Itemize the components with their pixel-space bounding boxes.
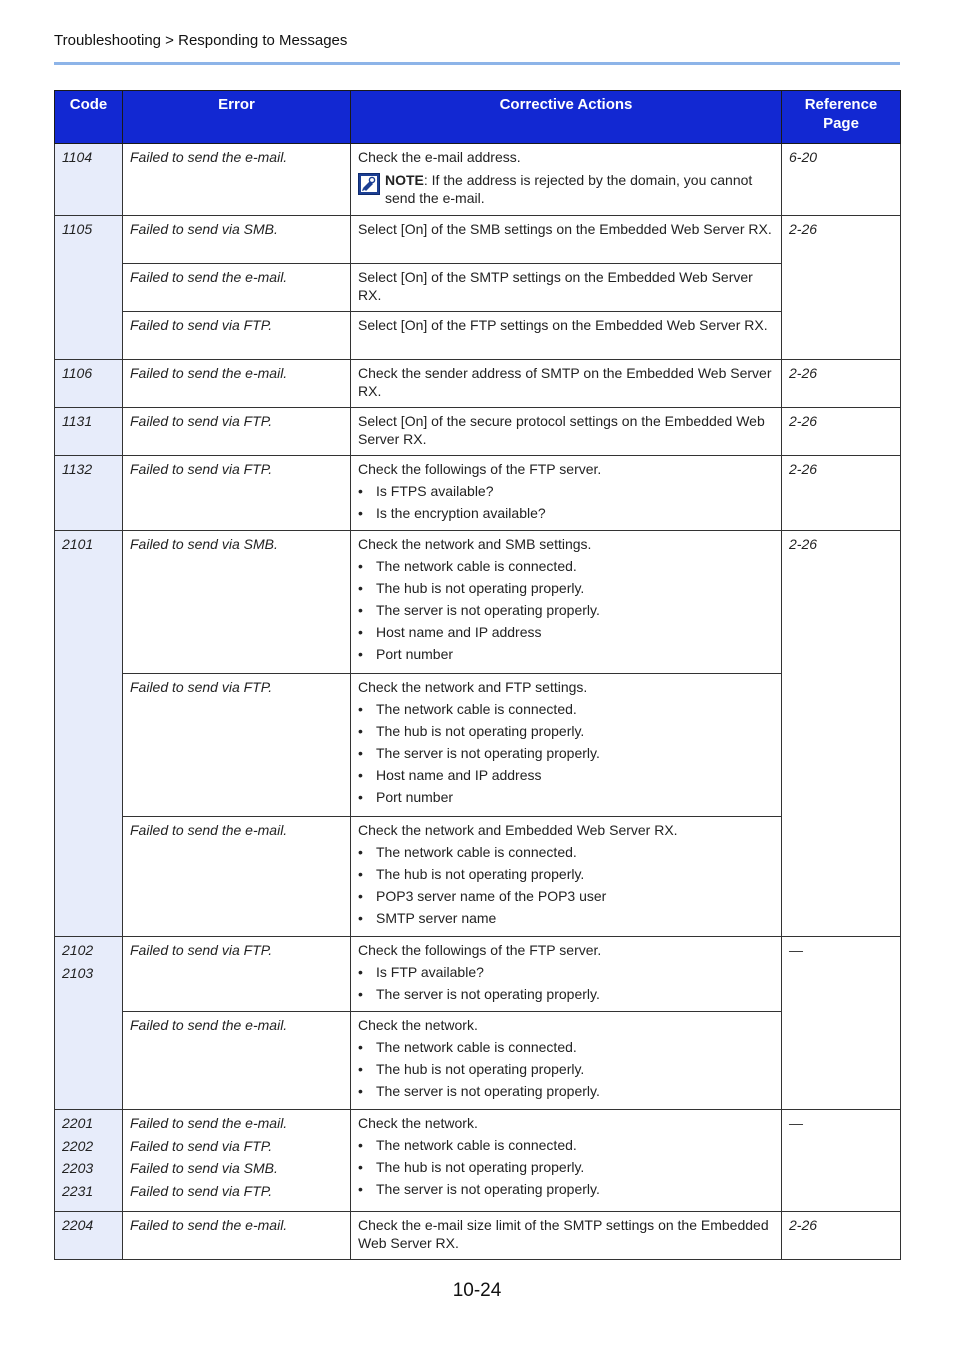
- reference-page: 6-20: [782, 144, 901, 216]
- table-header-row: [55, 91, 901, 144]
- column-header-code: Code: [55, 91, 123, 144]
- list-item: • Port number: [358, 788, 774, 806]
- corrective-action: [351, 264, 782, 312]
- reference-page: 2-26: [782, 360, 901, 408]
- note-text: [385, 171, 774, 207]
- error-message: Failed to send via FTP.: [123, 408, 351, 456]
- corrective-action: [351, 408, 782, 456]
- table-row: [55, 674, 901, 817]
- table-row: [55, 937, 901, 1012]
- corrective-action: [351, 144, 782, 216]
- action-text: Select [On] of the SMTP settings on the Embedded Web Server RX.: [358, 269, 753, 303]
- list-item: • POP3 server name of the POP3 user: [358, 887, 774, 905]
- table-row: [55, 1212, 901, 1260]
- list-item: • The server is not operating properly.: [358, 601, 774, 619]
- table-row: [55, 264, 901, 312]
- error-code: 1105: [55, 216, 123, 360]
- reference-page: 2-26: [782, 456, 901, 531]
- list-item: • The hub is not operating properly.: [358, 1158, 774, 1176]
- list-item: • Host name and IP address: [358, 766, 774, 784]
- list-item: • The server is not operating properly.: [358, 1082, 774, 1100]
- corrective-action: [351, 1212, 782, 1260]
- corrective-action: [351, 216, 782, 264]
- action-list: [358, 1136, 774, 1198]
- error-message: [123, 1110, 351, 1212]
- action-text: Check the network.: [358, 1115, 478, 1131]
- action-list: [358, 843, 774, 927]
- error-code: 2101: [55, 531, 123, 937]
- error-code: 1131: [55, 408, 123, 456]
- column-header-reference: Reference Page: [782, 91, 901, 144]
- reference-page: 2-26: [782, 531, 901, 937]
- error-message-item: Failed to send via SMB.: [130, 1160, 278, 1176]
- error-code: 1106: [55, 360, 123, 408]
- table-row: [55, 1110, 901, 1212]
- error-code-item: 2102: [62, 942, 94, 958]
- note-body: : If the address is rejected by the domain, you cannot send the e-mail.: [385, 172, 753, 206]
- table-row: [55, 216, 901, 264]
- error-message: Failed to send the e-mail.: [123, 360, 351, 408]
- error-message: Failed to send via FTP.: [123, 312, 351, 360]
- corrective-action: [351, 456, 782, 531]
- list-item: • Host name and IP address: [358, 623, 774, 641]
- column-header-actions: Corrective Actions: [351, 91, 782, 144]
- error-code-item: 2201: [62, 1115, 94, 1131]
- reference-page: 2-26: [782, 1212, 901, 1260]
- table-row: [55, 144, 901, 216]
- list-item: • The network cable is connected.: [358, 1038, 774, 1056]
- list-item: • Is FTPS available?: [358, 482, 774, 500]
- error-message-table: [54, 90, 901, 1260]
- table-row: [55, 817, 901, 937]
- corrective-action: [351, 1012, 782, 1110]
- action-text: Check the followings of the FTP server.: [358, 461, 602, 477]
- list-item: • The hub is not operating properly.: [358, 865, 774, 883]
- table-row: [55, 360, 901, 408]
- error-code: [55, 937, 123, 1110]
- list-item: • The hub is not operating properly.: [358, 579, 774, 597]
- action-list: [358, 1038, 774, 1100]
- header-rule: [54, 62, 900, 65]
- reference-page: —: [782, 937, 901, 1110]
- corrective-action: [351, 312, 782, 360]
- corrective-action: [351, 360, 782, 408]
- page-number: [0, 1280, 954, 1302]
- column-header-error: Error: [123, 91, 351, 144]
- error-code: 2204: [55, 1212, 123, 1260]
- list-item: • The hub is not operating properly.: [358, 722, 774, 740]
- list-item: • The network cable is connected.: [358, 1136, 774, 1154]
- error-message: Failed to send the e-mail.: [123, 264, 351, 312]
- error-message: Failed to send the e-mail.: [123, 1212, 351, 1260]
- action-text: Select [On] of the FTP settings on the Embedded Web Server RX.: [358, 317, 768, 333]
- error-code-item: 2231: [62, 1182, 94, 1199]
- table-row: [55, 1012, 901, 1110]
- action-text: Check the sender address of SMTP on the Embedded Web Server RX.: [358, 365, 772, 399]
- reference-page: 2-26: [782, 408, 901, 456]
- error-message-item: Failed to send via FTP.: [130, 1182, 273, 1199]
- error-message: Failed to send via FTP.: [123, 937, 351, 1012]
- error-message-item: Failed to send the e-mail.: [130, 1115, 288, 1131]
- note: [358, 171, 774, 207]
- action-text: Check the network and FTP settings.: [358, 679, 588, 695]
- list-item: • The network cable is connected.: [358, 700, 774, 718]
- error-message: Failed to send the e-mail.: [123, 817, 351, 937]
- action-text: Select [On] of the secure protocol settings on the Embedded Web Server RX.: [358, 413, 765, 447]
- corrective-action: [351, 817, 782, 937]
- error-code: 1132: [55, 456, 123, 531]
- list-item: • SMTP server name: [358, 909, 774, 927]
- action-text: Check the e-mail size limit of the SMTP settings on the Embedded Web Server RX.: [358, 1217, 769, 1251]
- list-item: • Is FTP available?: [358, 963, 774, 981]
- list-item: • The server is not operating properly.: [358, 985, 774, 1003]
- action-text: Check the followings of the FTP server.: [358, 942, 602, 958]
- list-item: • The server is not operating properly.: [358, 1180, 774, 1198]
- table-row: [55, 312, 901, 360]
- note-icon: [358, 173, 380, 195]
- action-text: Check the network.: [358, 1017, 478, 1033]
- error-code-item: 2203: [62, 1160, 94, 1176]
- action-list: [358, 963, 774, 1003]
- table-row: [55, 531, 901, 674]
- error-message: Failed to send via SMB.: [123, 531, 351, 674]
- error-message: Failed to send the e-mail.: [123, 144, 351, 216]
- error-message-item: Failed to send via FTP.: [130, 1137, 273, 1154]
- list-item: • Port number: [358, 645, 774, 663]
- action-text: Check the e-mail address.: [358, 149, 521, 165]
- error-message: Failed to send via FTP.: [123, 456, 351, 531]
- action-list: [358, 557, 774, 663]
- list-item: • Is the encryption available?: [358, 504, 774, 522]
- error-code-item: 2103: [62, 964, 94, 981]
- error-message: Failed to send the e-mail.: [123, 1012, 351, 1110]
- page-number-text: 10-24: [452, 1280, 502, 1301]
- corrective-action: [351, 937, 782, 1012]
- error-message: Failed to send via FTP.: [123, 674, 351, 817]
- reference-page: —: [782, 1110, 901, 1212]
- list-item: • The network cable is connected.: [358, 843, 774, 861]
- error-code: 1104: [55, 144, 123, 216]
- note-label: NOTE: [385, 172, 424, 188]
- corrective-action: [351, 674, 782, 817]
- list-item: • The server is not operating properly.: [358, 744, 774, 762]
- list-item: • The network cable is connected.: [358, 557, 774, 575]
- corrective-action: [351, 531, 782, 674]
- action-text: Select [On] of the SMB settings on the Embedded Web Server RX.: [358, 221, 772, 237]
- action-text: Check the network and Embedded Web Server RX.: [358, 822, 678, 838]
- table-row: [55, 456, 901, 531]
- action-list: [358, 482, 774, 522]
- corrective-action: [351, 1110, 782, 1212]
- action-text: Check the network and SMB settings.: [358, 536, 592, 552]
- action-list: [358, 700, 774, 806]
- table-row: [55, 408, 901, 456]
- list-item: • The hub is not operating properly.: [358, 1060, 774, 1078]
- error-code-item: 2202: [62, 1137, 94, 1154]
- error-message: Failed to send via SMB.: [123, 216, 351, 264]
- breadcrumb: Troubleshooting > Responding to Messages: [54, 32, 348, 49]
- reference-page: 2-26: [782, 216, 901, 360]
- error-code: [55, 1110, 123, 1212]
